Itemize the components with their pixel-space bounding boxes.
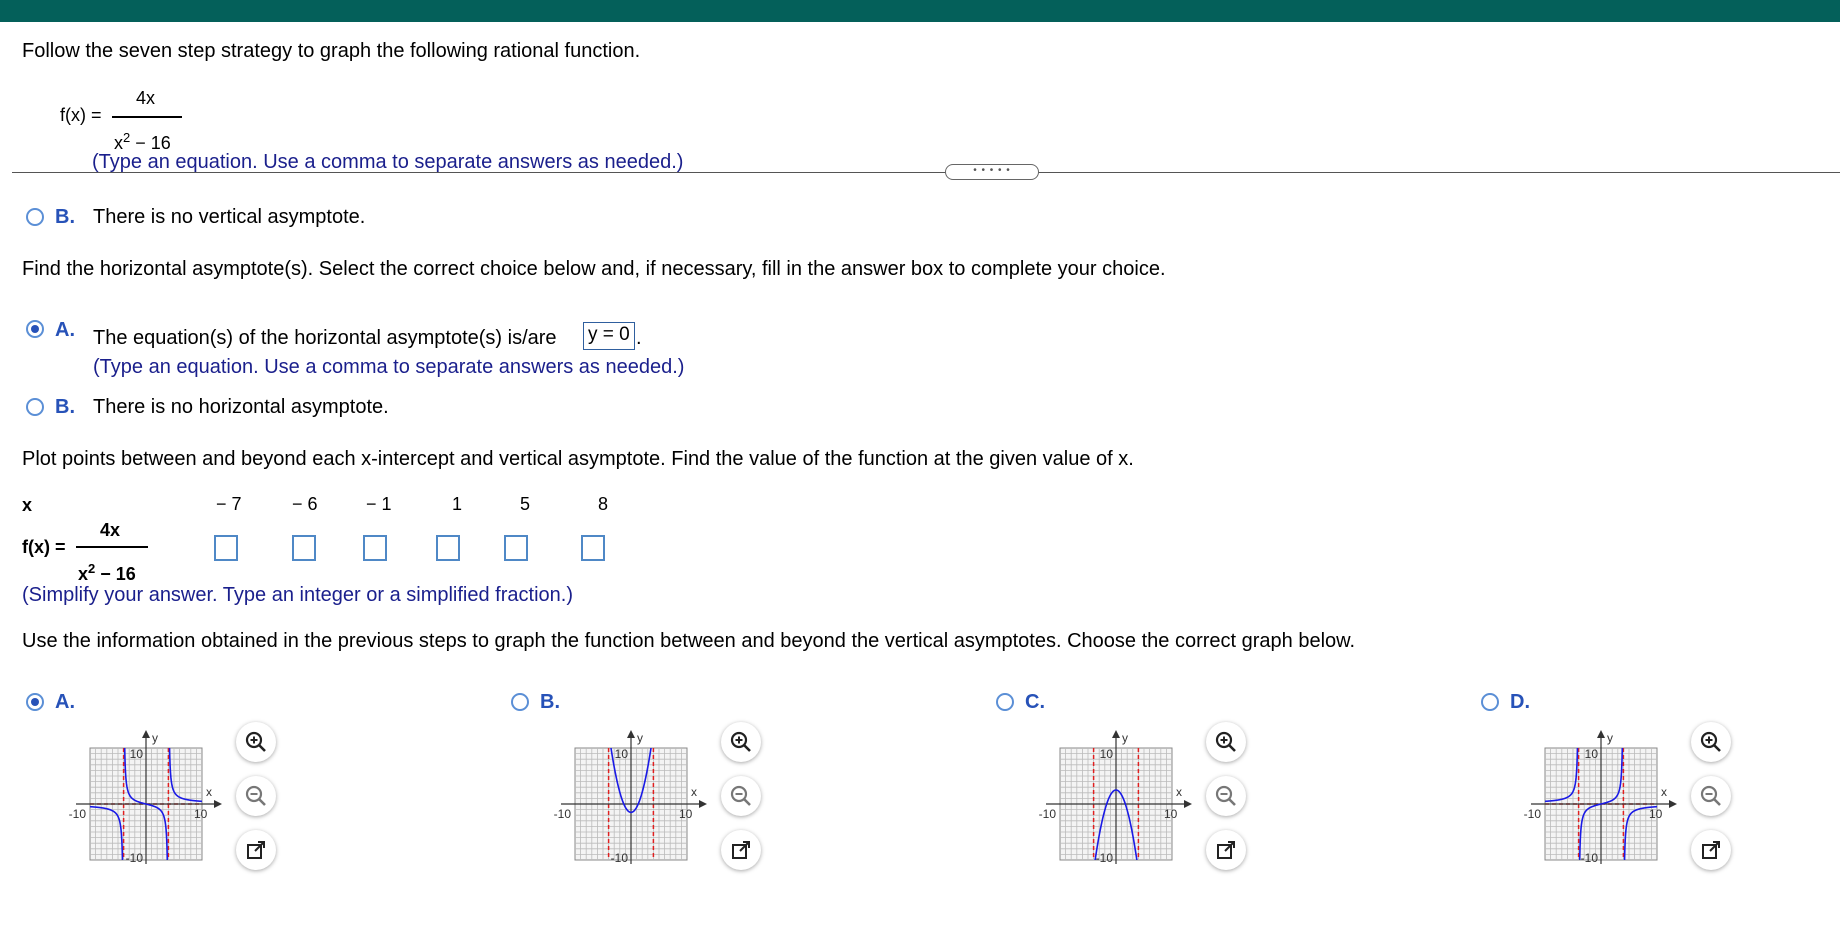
vertical-option-b-text: There is no vertical asymptote. — [93, 206, 366, 228]
table-fx-denominator: $x^2 - 16$ — [78, 561, 136, 584]
graph-option-letter: B. — [540, 691, 560, 713]
table-fx-lhs: f(x) = — [22, 537, 66, 557]
zoom-out-button[interactable] — [1691, 776, 1731, 816]
zoom-in-button[interactable] — [1206, 722, 1246, 762]
plot-points-hint: (Simplify your answer. Type an integer or a simplified fraction.) — [22, 584, 573, 606]
graph-thumbnail[interactable] — [1030, 728, 1190, 865]
x-value: − 1 — [366, 494, 392, 514]
y-tick-label: -10 — [1580, 851, 1598, 865]
function-denominator: $x^2 - 16$ — [114, 130, 171, 153]
y-tick-label: -10 — [1095, 851, 1113, 865]
resize-handle[interactable]: • • • • • — [945, 164, 1039, 180]
x-axis-label: x — [691, 785, 697, 799]
y-axis-label: y — [1122, 731, 1128, 745]
y-axis-label: y — [152, 731, 158, 745]
horizontal-prompt: Find the horizontal asymptote(s). Select the correct choice below and, if necessary, fill in the answer box to complete your choice. — [22, 258, 1166, 280]
y-axis-label: y — [1607, 731, 1613, 745]
horizontal-option-b-letter: B. — [55, 396, 75, 418]
zoom-out-icon — [244, 784, 268, 808]
x-axis-label: x — [1661, 785, 1667, 799]
x-axis-label: x — [1176, 785, 1182, 799]
zoom-in-icon — [1699, 730, 1723, 754]
fx-answer-box-2[interactable] — [292, 535, 316, 561]
y-axis-label: y — [637, 731, 643, 745]
popout-button[interactable] — [1691, 830, 1731, 870]
horizontal-answer-box[interactable]: y = 0 — [583, 322, 635, 350]
zoom-out-button[interactable] — [1206, 776, 1246, 816]
zoom-out-icon — [729, 784, 753, 808]
popout-button[interactable] — [1206, 830, 1246, 870]
popout-icon — [244, 838, 268, 862]
horizontal-option-a-radio[interactable] — [26, 320, 44, 338]
x-tick-label: -10 — [553, 807, 571, 821]
plot-points-prompt: Plot points between and beyond each x-intercept and vertical asymptote. Find the value of the function at the given value of x. — [22, 448, 1134, 470]
fx-answer-box-6[interactable] — [581, 535, 605, 561]
x-axis-label: x — [206, 785, 212, 799]
x-value: 8 — [598, 494, 609, 514]
x-value: 5 — [520, 494, 531, 514]
x-tick-label: 10 — [679, 807, 693, 821]
fx-answer-box-5[interactable] — [504, 535, 528, 561]
horizontal-option-a-text: The equation(s) of the horizontal asymptote(s) is/are — [93, 327, 557, 349]
vertical-option-b-letter: B. — [55, 206, 75, 228]
x-tick-label: -10 — [1038, 807, 1056, 821]
top-bar — [0, 0, 1840, 22]
horizontal-option-b-text: There is no horizontal asymptote. — [93, 396, 389, 418]
fx-answer-box-3[interactable] — [363, 535, 387, 561]
graph-thumbnail[interactable] — [1515, 728, 1675, 865]
y-tick-label: 10 — [614, 747, 628, 761]
fx-answer-box-1[interactable] — [214, 535, 238, 561]
zoom-out-button[interactable] — [721, 776, 761, 816]
table-x-label: x — [22, 495, 33, 515]
graph-option-radio[interactable] — [26, 693, 44, 711]
popout-button[interactable] — [721, 830, 761, 870]
popout-button[interactable] — [236, 830, 276, 870]
fraction-bar — [112, 116, 182, 118]
horizontal-hint: (Type an equation. Use a comma to separate answers as needed.) — [93, 356, 685, 378]
x-tick-label: 10 — [1649, 807, 1663, 821]
x-tick-label: 10 — [194, 807, 208, 821]
y-tick-label: 10 — [1584, 747, 1598, 761]
graph-option-letter: A. — [55, 691, 75, 713]
function-numerator: 4x — [136, 88, 156, 108]
x-tick-label: 10 — [1164, 807, 1178, 821]
table-fraction-bar — [76, 546, 148, 548]
instruction-text: Follow the seven step strategy to graph the following rational function. — [22, 40, 641, 62]
graph-option-radio[interactable] — [996, 693, 1014, 711]
popout-icon — [729, 838, 753, 862]
graph-option-letter: D. — [1510, 691, 1530, 713]
vertical-option-b-radio[interactable] — [26, 208, 44, 226]
graph-option-radio[interactable] — [1481, 693, 1499, 711]
graph-option-letter: C. — [1025, 691, 1045, 713]
popout-icon — [1214, 838, 1238, 862]
clipped-hint: (Type an equation. Use a comma to separate answers as needed.) — [92, 151, 684, 173]
function-lhs: f(x) = — [60, 105, 102, 125]
y-tick-label: 10 — [129, 747, 143, 761]
zoom-out-button[interactable] — [236, 776, 276, 816]
y-tick-label: -10 — [125, 851, 143, 865]
popout-icon — [1699, 838, 1723, 862]
table-fx-numerator: 4x — [100, 520, 121, 540]
horizontal-option-b-radio[interactable] — [26, 398, 44, 416]
x-value: − 6 — [292, 494, 318, 514]
x-tick-label: -10 — [1523, 807, 1541, 821]
horizontal-option-a-letter: A. — [55, 319, 75, 341]
zoom-in-icon — [244, 730, 268, 754]
fx-answer-box-4[interactable] — [436, 535, 460, 561]
y-tick-label: -10 — [610, 851, 628, 865]
graph-thumbnail[interactable] — [545, 728, 705, 865]
zoom-in-button[interactable] — [236, 722, 276, 762]
zoom-out-icon — [1214, 784, 1238, 808]
x-tick-label: -10 — [68, 807, 86, 821]
zoom-in-button[interactable] — [721, 722, 761, 762]
zoom-in-icon — [729, 730, 753, 754]
y-tick-label: 10 — [1099, 747, 1113, 761]
zoom-in-button[interactable] — [1691, 722, 1731, 762]
graph-prompt: Use the information obtained in the previous steps to graph the function between and beyond the vertical asymptotes. Choose the correct graph below. — [22, 630, 1356, 652]
graph-thumbnail[interactable] — [60, 728, 220, 865]
graph-option-radio[interactable] — [511, 693, 529, 711]
x-value: − 7 — [216, 494, 242, 514]
zoom-out-icon — [1699, 784, 1723, 808]
zoom-in-icon — [1214, 730, 1238, 754]
horizontal-answer-period: . — [636, 327, 642, 349]
x-value: 1 — [452, 494, 463, 514]
